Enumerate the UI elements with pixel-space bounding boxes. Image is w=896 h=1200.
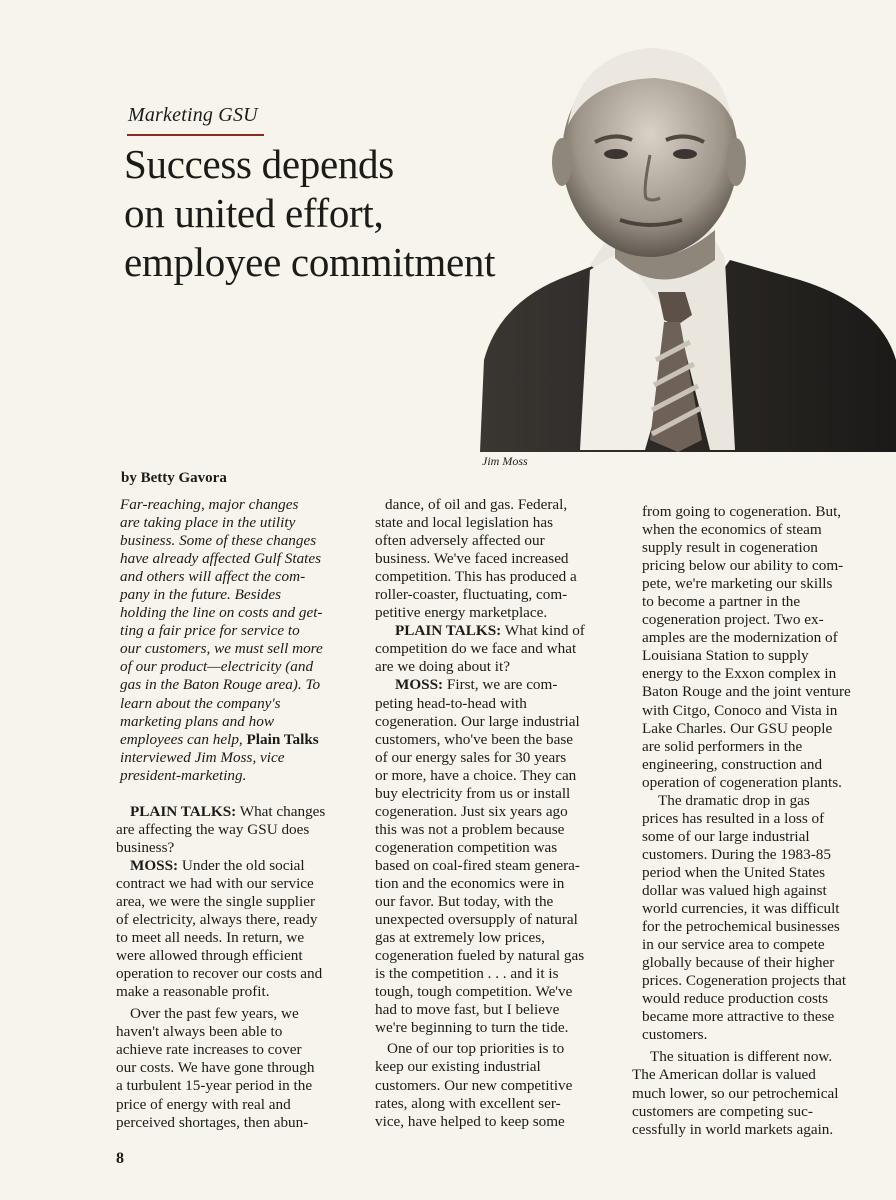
text-line: supply result in cogeneration bbox=[642, 539, 818, 557]
text-line: world currencies, it was difficult bbox=[642, 900, 840, 918]
text-line: rates, along with excellent ser- bbox=[375, 1094, 561, 1112]
text-line: for the petrochemical businesses bbox=[642, 918, 840, 936]
text-line: tion and the economics were in bbox=[375, 874, 565, 892]
speaker-label: PLAIN TALKS: bbox=[395, 622, 502, 640]
text-line: often adversely affected our bbox=[375, 532, 545, 550]
section-kicker: Marketing GSU bbox=[128, 104, 258, 126]
paragraph-2 bbox=[116, 1005, 362, 1131]
text-line: when the economics of steam bbox=[642, 521, 822, 539]
text-line: based on coal-fired steam genera- bbox=[375, 856, 580, 874]
intro-line: pany in the future. Besides bbox=[120, 586, 281, 604]
text-line: much lower, so our petrochemical bbox=[632, 1084, 839, 1102]
text-line: petitive energy marketplace. bbox=[375, 604, 548, 622]
intro-line: and others will affect the com- bbox=[120, 568, 306, 586]
intro-line: learn about the company's bbox=[120, 694, 281, 712]
text-line: pete, we're marketing our skills bbox=[642, 575, 833, 593]
paragraph-3 bbox=[375, 1040, 620, 1130]
text-line: cogeneration competition was bbox=[375, 838, 558, 856]
publication-name: Plain Talks bbox=[246, 730, 319, 748]
text-line: is the competition . . . and it is bbox=[375, 965, 559, 983]
speaker-label: MOSS: bbox=[130, 856, 179, 874]
headline-line-1: Success depends bbox=[124, 141, 394, 187]
text-line: competition do we face and what bbox=[375, 640, 577, 658]
text-line: First, we are com- bbox=[446, 676, 558, 694]
text-line: contract we had with our service bbox=[116, 874, 314, 892]
text-line: The dramatic drop in gas bbox=[658, 791, 810, 809]
intro-line: business. Some of these changes bbox=[120, 532, 317, 550]
text-line: customers. Our new competitive bbox=[375, 1076, 573, 1094]
text-line: cogeneration. Our large industrial bbox=[375, 712, 580, 730]
paragraph-2-continued bbox=[375, 496, 620, 622]
intro-line: interviewed Jim Moss, vice bbox=[120, 748, 285, 766]
text-line: are solid performers in the bbox=[642, 737, 803, 755]
text-line: amples are the modernization of bbox=[642, 629, 838, 647]
intro-line: our customers, we must sell more bbox=[120, 640, 323, 658]
text-line: some of our large industrial bbox=[642, 827, 810, 845]
text-line: cessfully in world markets again. bbox=[632, 1120, 834, 1138]
intro-line: president-marketing. bbox=[120, 766, 247, 784]
text-line: area, we were the single supplier bbox=[116, 892, 316, 910]
paragraph-gap bbox=[116, 785, 362, 803]
text-line: Under the old social bbox=[181, 856, 305, 874]
text-line: in our service area to compete bbox=[642, 936, 825, 954]
paragraph-5 bbox=[632, 1048, 882, 1138]
intro-line: ting a fair price for service to bbox=[120, 622, 300, 640]
text-line: Baton Rouge and the joint venture bbox=[642, 683, 851, 701]
text-line: Lake Charles. Our GSU people bbox=[642, 719, 833, 737]
text-line: perceived shortages, then abun- bbox=[116, 1113, 309, 1131]
text-line: to become a partner in the bbox=[642, 593, 801, 611]
intro-line: Far-reaching, major changes bbox=[120, 496, 299, 513]
question-2 bbox=[375, 622, 620, 676]
text-line: make a reasonable profit. bbox=[116, 983, 270, 1001]
page-number: 8 bbox=[116, 1150, 124, 1167]
text-line: dollar was valued high against bbox=[642, 881, 827, 899]
text-line: globally because of their higher bbox=[642, 954, 835, 972]
text-line: The situation is different now. bbox=[650, 1048, 833, 1066]
text-line: achieve rate increases to cover bbox=[116, 1041, 302, 1059]
text-line: are we doing about it? bbox=[375, 658, 510, 676]
text-line: a turbulent 15-year period in the bbox=[116, 1077, 313, 1095]
headline-line-2: on united effort, bbox=[124, 190, 384, 236]
text-line: What kind of bbox=[504, 622, 585, 640]
text-line: operation to recover our costs and bbox=[116, 965, 323, 983]
text-line: business. We've faced increased bbox=[375, 550, 569, 568]
answer-2 bbox=[375, 676, 620, 1037]
portrait-illustration bbox=[480, 30, 896, 452]
text-line: energy to the Exxon complex in bbox=[642, 665, 837, 683]
text-line: competition. This has produced a bbox=[375, 568, 577, 586]
speaker-label: PLAIN TALKS: bbox=[130, 802, 237, 820]
text-line: became more attractive to these bbox=[642, 1008, 835, 1026]
text-line: were allowed through efficient bbox=[116, 947, 303, 965]
text-line: period when the United States bbox=[642, 863, 826, 881]
text-line: prices has resulted in a loss of bbox=[642, 809, 825, 827]
text-line: gas at extremely low prices, bbox=[375, 929, 545, 947]
intro-line: are taking place in the utility bbox=[120, 514, 296, 532]
text-line: cogeneration project. Two ex- bbox=[642, 611, 824, 629]
text-line: prices. Cogeneration projects that bbox=[642, 972, 847, 990]
article-column-2 bbox=[375, 496, 620, 1131]
text-line: of our energy sales for 30 years bbox=[375, 748, 567, 766]
text-line: had to move fast, but I believe bbox=[375, 1001, 560, 1019]
intro-line bbox=[120, 731, 352, 749]
text-line: cogeneration fueled by natural gas bbox=[375, 947, 585, 965]
text-line: pricing below our ability to com- bbox=[642, 557, 844, 575]
headline-line-3: employee commitment bbox=[124, 239, 496, 285]
answer-1 bbox=[116, 857, 362, 1001]
text-line: price of energy with real and bbox=[116, 1095, 291, 1113]
intro-line: holding the line on costs and get- bbox=[120, 604, 323, 622]
question-1 bbox=[116, 803, 362, 857]
text-line: from going to cogeneration. But, bbox=[642, 503, 842, 520]
text-line: customers. bbox=[642, 1026, 708, 1044]
text-line: buy electricity from us or install bbox=[375, 784, 571, 802]
text-line: unexpected oversupply of natural bbox=[375, 911, 578, 929]
text-line: keep our existing industrial bbox=[375, 1058, 541, 1076]
text-line: dance, of oil and gas. Federal, bbox=[385, 496, 568, 513]
article-column-1 bbox=[116, 496, 362, 1132]
text-line: are affecting the way GSU does bbox=[116, 820, 310, 838]
text-line: peting head-to-head with bbox=[375, 694, 527, 712]
photo-caption: Jim Moss bbox=[482, 454, 528, 468]
text-line: to meet all needs. In return, we bbox=[116, 929, 305, 947]
intro-line: of our product—electricity (and bbox=[120, 658, 314, 676]
portrait-photo bbox=[480, 30, 896, 452]
text-line: business? bbox=[116, 838, 175, 856]
speaker-label: MOSS: bbox=[395, 676, 444, 694]
text-line: or more, have a choice. They can bbox=[375, 766, 577, 784]
text-line: state and local legislation has bbox=[375, 514, 553, 532]
intro-line: gas in the Baton Rouge area). To bbox=[120, 676, 321, 694]
text-line: Over the past few years, we bbox=[130, 1005, 299, 1023]
text-line: with Citgo, Conoco and Vista in bbox=[642, 701, 838, 719]
text-line: operation of cogeneration plants. bbox=[642, 773, 842, 791]
text-line: vice, have helped to keep some bbox=[375, 1112, 565, 1130]
text-line: we're beginning to turn the tide. bbox=[375, 1019, 569, 1037]
text-line: One of our top priorities is to bbox=[387, 1040, 565, 1058]
text-line: our favor. But today, with the bbox=[375, 893, 554, 911]
paragraph-3-continued bbox=[632, 503, 882, 792]
text-line: The American dollar is valued bbox=[632, 1066, 816, 1084]
text-line: What changes bbox=[239, 802, 326, 820]
text-line: this was not a problem because bbox=[375, 820, 565, 838]
text-line: customers are competing suc- bbox=[632, 1102, 813, 1120]
text-line: customers, who've been the base bbox=[375, 730, 574, 748]
byline: by Betty Gavora bbox=[121, 470, 227, 486]
text-line: cogeneration. Just six years ago bbox=[375, 802, 568, 820]
article-intro bbox=[120, 496, 352, 785]
article-column-3 bbox=[632, 503, 882, 1139]
text-line: Louisiana Station to supply bbox=[642, 647, 809, 665]
paragraph-4 bbox=[632, 792, 882, 1045]
text-line: roller-coaster, fluctuating, com- bbox=[375, 586, 568, 604]
text-line: customers. During the 1983-85 bbox=[642, 845, 831, 863]
text-line: of electricity, always there, ready bbox=[116, 911, 318, 929]
intro-line-text: employees can help, bbox=[120, 730, 243, 748]
text-line: would reduce production costs bbox=[642, 990, 829, 1008]
intro-line: marketing plans and how bbox=[120, 712, 274, 730]
text-line: our costs. We have gone through bbox=[116, 1059, 315, 1077]
intro-line: have already affected Gulf States bbox=[120, 550, 322, 568]
text-line: tough, tough competition. We've bbox=[375, 983, 573, 1001]
text-line: haven't always been able to bbox=[116, 1023, 283, 1041]
kicker-rule bbox=[127, 134, 264, 136]
text-line: engineering, construction and bbox=[642, 755, 823, 773]
